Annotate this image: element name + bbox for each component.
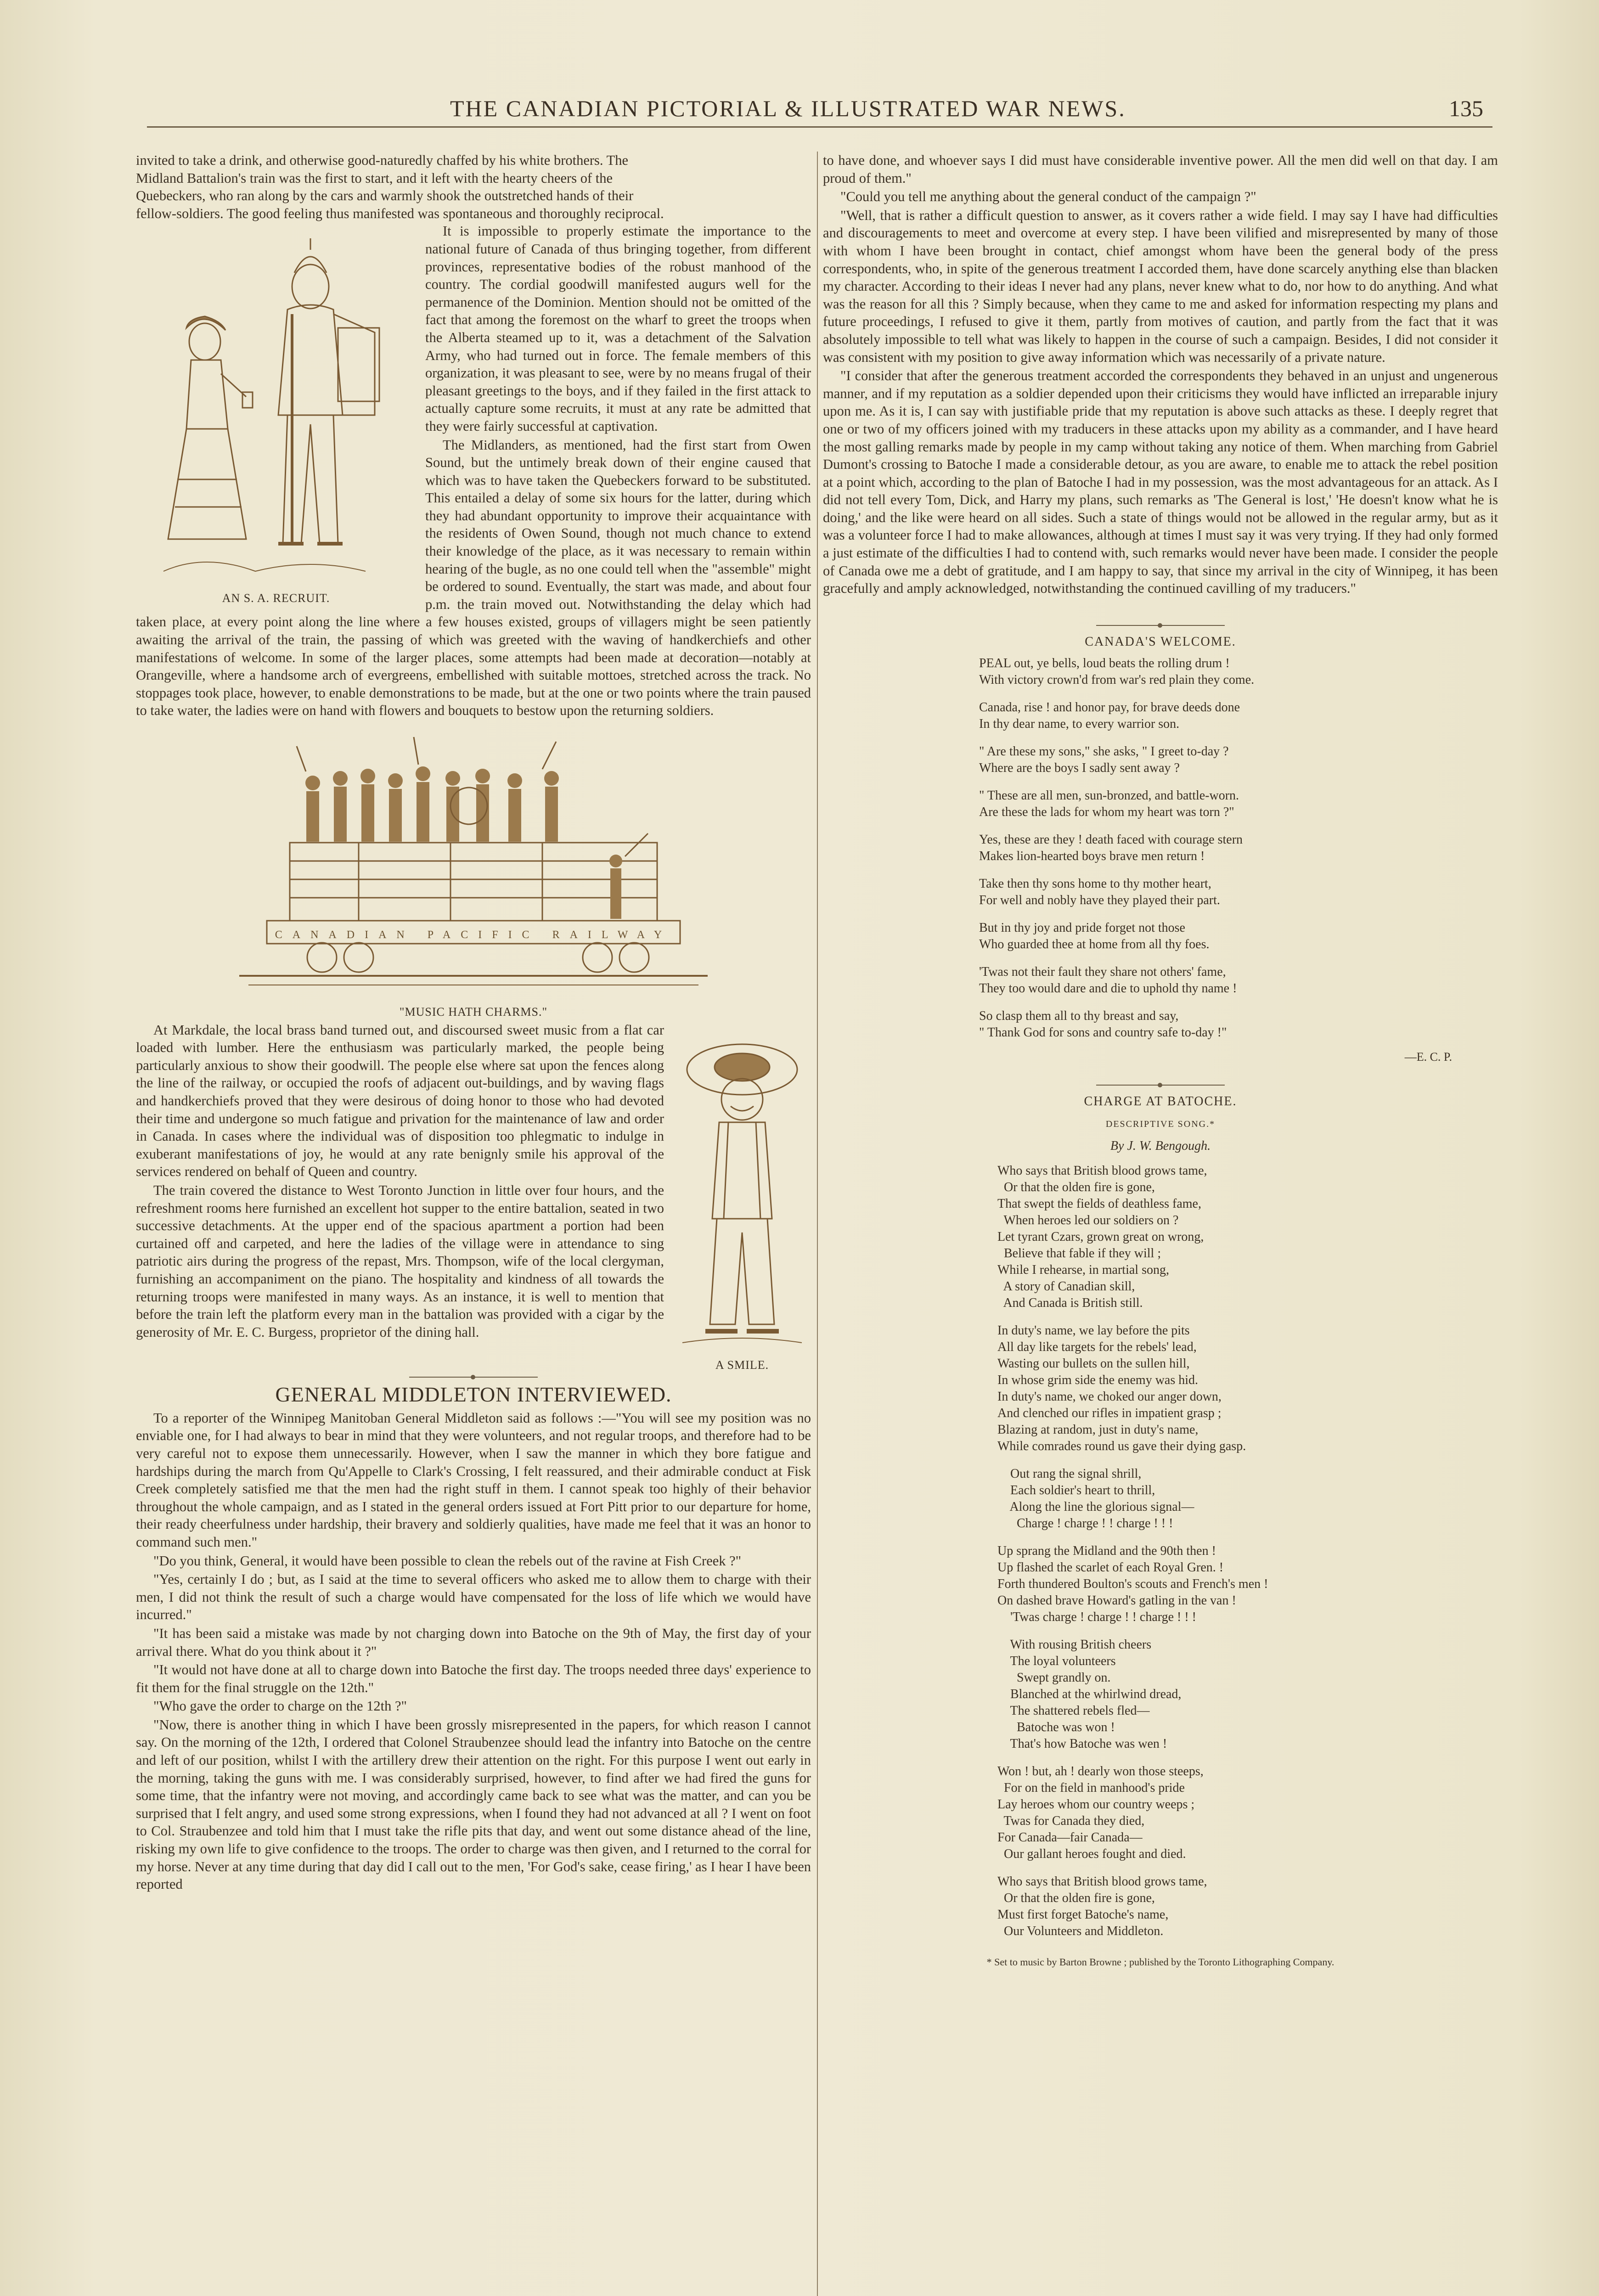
page-header bbox=[147, 94, 1492, 128]
poem-line: While comrades round us gave their dying gasp. bbox=[997, 1439, 1246, 1453]
poem-line: A story of Canadian skill, bbox=[997, 1279, 1135, 1294]
masthead-title: THE CANADIAN PICTORIAL & ILLUSTRATED WAR NEWS. bbox=[450, 96, 1126, 121]
poem-line: Are these the lads for whom my heart was torn ?" bbox=[979, 805, 1234, 820]
poem-stanza bbox=[979, 920, 1392, 953]
poem-line: 'Twas charge ! charge ! ! charge ! ! ! bbox=[997, 1609, 1196, 1624]
interview-paragraph: "It has been said a mistake was made by not charging down into Batoche on the 9th of May, the first day of your arrival there. What do you think about it ?" bbox=[136, 1625, 811, 1659]
poem-stanza bbox=[997, 1466, 1392, 1532]
interview-paragraph: "Do you think, General, it would have been possible to clean the rebels out of the ravine at Fish Creek ?" bbox=[153, 1553, 742, 1569]
poem-line: Take then thy sons home to thy mother heart, bbox=[979, 877, 1211, 891]
poem-stanza bbox=[979, 1008, 1392, 1041]
poem-line: While I rehearse, in martial song, bbox=[997, 1262, 1169, 1277]
poem-line: Let tyrant Czars, grown great on wrong, bbox=[997, 1229, 1204, 1244]
poem-line: Up sprang the Midland and the 90th then ! bbox=[997, 1543, 1216, 1558]
poem-line: That's how Batoche was wen ! bbox=[997, 1736, 1167, 1751]
poem-line: Blanched at the whirlwind dread, bbox=[997, 1687, 1182, 1701]
poem-line: In duty's name, we choked our anger down, bbox=[997, 1389, 1222, 1404]
section-ornament bbox=[1096, 1085, 1225, 1086]
poem-line: Who guarded thee at home from all thy foes. bbox=[979, 937, 1210, 952]
interview-continued: "I consider that after the generous treatment accorded the correspondents they behaved in an unjust and ungenerous manner, and if my reputation as a soldier depended upon their criticisms they would have inflicted an irreparable injury upon me. As it is, I can say with justifiable pride that my reputation is above such attacks as these. I deeply regret that one or two of my officers joined with my traducers in these attacks upon my ability as a commander, and I have heard the most galling remarks made by people in my camp without taking any notice of them. When marching from Gabriel Dumont's crossing to Batoche I made a considerable detour, as you are aware, to enable me to attack the rebel position at a point which, according to the plan of Batoche I had in my possession, was the most advantageous for an attack. As I did not tell every Tom, Dick, and Harry my plans, such remarks as 'The General is lost,' 'He doesn't know what he is doing,' and the like were heard on all sides. Such a state of things would not be allowed in the regular army, but as it was a volunteer force I had to make allowances, although at times I must say it was very trying. If they had only formed a just estimate of the difficulties I had to contend with, such remarks would never have been made. I consider the people of Canada owe me a debt of gratitude, and I am happy to say, that since my arrival in the city of Winnipeg, it has been gracefully and amply acknowledged, notwithstanding the continued cavilling of my traducers." bbox=[823, 368, 1498, 597]
interview-continued: to have done, and whoever says I did must have considerable inventive power. All the men did well on that day. I am proud of them." bbox=[823, 152, 1498, 186]
poem-line: Believe that fable if they will ; bbox=[997, 1246, 1161, 1261]
intro-line: invited to take a drink, and otherwise good-naturedly chaffed by his white brothers. The bbox=[136, 152, 629, 168]
interview-continued: "Could you tell me anything about the general conduct of the campaign ?" bbox=[840, 189, 1256, 205]
poem-line: Must first forget Batoche's name, bbox=[997, 1907, 1169, 1922]
poem-stanza bbox=[979, 788, 1392, 821]
poem-line: But in thy joy and pride forget not those bbox=[979, 921, 1185, 935]
poem-line: Forth thundered Boulton's scouts and French's men ! bbox=[997, 1576, 1268, 1591]
poem-line: Makes lion-hearted boys brave men return ! bbox=[979, 849, 1205, 864]
poem-line: Or that the olden fire is gone, bbox=[997, 1180, 1155, 1194]
poem-line: Yes, these are they ! death faced with courage stern bbox=[979, 833, 1243, 847]
figure-recruit bbox=[136, 222, 416, 608]
poem-author: By J. W. Bengough. bbox=[1110, 1139, 1211, 1154]
poem-line: For Canada—fair Canada— bbox=[997, 1830, 1143, 1845]
poem-subtitle: DESCRIPTIVE SONG.* bbox=[1105, 1119, 1216, 1129]
poem-signature: —E. C. P. bbox=[1404, 1050, 1452, 1064]
poem-line: Canada, rise ! and honor pay, for brave deeds done bbox=[979, 700, 1240, 715]
column-divider bbox=[817, 152, 818, 2296]
poem-line: Who says that British blood grows tame, bbox=[997, 1163, 1207, 1178]
poem-line: In duty's name, we lay before the pits bbox=[997, 1323, 1190, 1338]
poem-line: Our gallant heroes fought and died. bbox=[997, 1846, 1186, 1861]
poem-line: The shattered rebels fled— bbox=[997, 1703, 1150, 1718]
poem-stanza bbox=[979, 699, 1392, 732]
paragraph: It is impossible to properly estimate the importance to the national future of Canada of thus bringing together, from different provinces, representative bodies of the robust manhood of the country. The cordial goodwill manifested augurs well for the permanence of the Dominion. Mention should not be omitted of the fact that among the foremost on the wharf to greet the troops when the Alberta steamed up to it, was a detachment of the Salvation Army, who had turned out in force. The female members of this organization, it was pleasant to see, were by no means frugal of their pleasant greetings to the boys, and if they failed in the first attack to actually capture some recruits, it must at any rate be admitted that they were fairly successful at captivation. bbox=[425, 223, 811, 434]
poem-line: With rousing British cheers bbox=[997, 1637, 1152, 1652]
caption-smile: A SMILE. bbox=[715, 1358, 769, 1372]
poem-stanza bbox=[979, 964, 1392, 997]
intro-lines bbox=[136, 152, 811, 222]
poem-line: Twas for Canada they died, bbox=[997, 1813, 1145, 1828]
poem-charge-at-batoche bbox=[997, 1163, 1392, 1940]
right-column bbox=[823, 152, 1498, 1971]
page-number: 135 bbox=[1449, 96, 1483, 121]
left-column bbox=[136, 152, 811, 1894]
interview-paragraph: To a reporter of the Winnipeg Manitoban General Middleton said as follows :—"You will see my position was no enviable one, for I had always to bear in mind that they were volunteers, and not regular troops, and therefore had to be very careful not to expose them unnecessarily. However, when I saw the manner in which they bore fatigue and hardships during the march from Qu'Appelle to Clark's Crossing, I felt reassured, and their admirable conduct at Fisk Creek completely satisfied me that the men had the right stuff in them. I cannot speak too highly of their behavior throughout the whole campaign, and as I stated in the general orders issued at Fort Pitt prior to our departure for home, their ready cheerfulness under hardship, their bravery and soldierly qualities, have made me feel that it was an honor to command such men." bbox=[136, 1410, 811, 1550]
poem-line: " These are all men, sun-bronzed, and battle-worn. bbox=[979, 788, 1239, 803]
poem-line: Lay heroes whom our country weeps ; bbox=[997, 1797, 1195, 1812]
poem-stanza bbox=[997, 1637, 1392, 1752]
poem-line: " Are these my sons," she asks, " I greet to-day ? bbox=[979, 744, 1229, 759]
paragraph: At Markdale, the local brass band turned out, and discoursed sweet music from a flat car loaded with lumber. Here the enthusiasm was particularly marked, the people being particularly anxious to show their goodwill. The people else where sat upon the fences along the line of the railway, or occupied the roofs of adjacent out-buildings, and by waving flags and handkerchiefs proved that they were desirous of doing honor to those who had devoted their time and undergone so much fatigue and privation for the maintenance of law and order in Canada. In cases where the individual was of disposition too phlegmatic to indulge in exuberant manifestations of joy, he would at any rate benignly smile his approval of the services rendered on behalf of Queen and country. bbox=[136, 1022, 664, 1180]
poem-line: " Thank God for sons and country safe to-day !" bbox=[979, 1025, 1227, 1040]
poem-title-welcome: CANADA'S WELCOME. bbox=[1085, 634, 1236, 649]
poem-stanza bbox=[997, 1874, 1392, 1940]
poem-title-batoche: CHARGE AT BATOCHE. bbox=[1084, 1094, 1237, 1109]
caption-recruit: AN S. A. RECRUIT. bbox=[222, 591, 330, 605]
poem-line: In whose grim side the enemy was hid. bbox=[997, 1373, 1199, 1387]
poem-line: Up flashed the scarlet of each Royal Gren. ! bbox=[997, 1560, 1224, 1575]
interview-paragraph: "Now, there is another thing in which I have been grossly misrepresented in the papers, for which reason I cannot say. On the morning of the 12th, I ordered that Colonel Straubenzee should lead the infantry into Batoche on the centre and left of our position, whilst I with the artillery drew their attention on the right. For this purpose I went out early in the morning, taking the guns with me. I was considerably surprised, however, to find after we had fired the guns for some time, that the infantry were not moving, and accordingly came back to see what was the matter, and can you be surprised that I felt angry, and used some strong expressions, when I found they had not advanced at all ? I went on foot to Col. Straubenzee and told him that I must take the rifle pits that day, and went out some distance ahead of the line, risking my own life to give confidence to the troops. The order to charge was then given, and I returned to the corral for my horse. Never at any time during that day did I call out to the men, 'For God's sake, cease firing,' as I hear I have been reported bbox=[136, 1716, 811, 1892]
poem-stanza bbox=[997, 1163, 1392, 1311]
poem-line: Out rang the signal shrill, bbox=[997, 1466, 1142, 1481]
poem-line: Our Volunteers and Middleton. bbox=[997, 1924, 1164, 1938]
poem-stanza bbox=[979, 743, 1392, 777]
poem-stanza bbox=[997, 1322, 1392, 1455]
poem-line: With victory crown'd from war's red plain they come. bbox=[979, 673, 1255, 687]
poem-line: And Canada is British still. bbox=[997, 1295, 1143, 1310]
poem-line: Wasting our bullets on the sullen hill, bbox=[997, 1356, 1190, 1371]
poem-line: So clasp them all to thy breast and say, bbox=[979, 1009, 1179, 1024]
poem-line: For well and nobly have they played their part. bbox=[979, 893, 1220, 908]
section-ornament bbox=[409, 1377, 538, 1378]
poem-stanza bbox=[979, 832, 1392, 865]
poem-line: That swept the fields of deathless fame, bbox=[997, 1196, 1201, 1211]
poem-line: Blazing at random, just in duty's name, bbox=[997, 1422, 1199, 1437]
intro-line: fellow-soldiers. The good feeling thus manifested was spontaneous and thoroughly reciprocal. bbox=[136, 205, 664, 221]
poem-stanza bbox=[997, 1543, 1392, 1626]
poem-line: Swept grandly on. bbox=[997, 1670, 1111, 1685]
poem-line: All day like targets for the rebels' lead, bbox=[997, 1339, 1197, 1354]
interview-paragraph: "Who gave the order to charge on the 12th ?" bbox=[153, 1698, 407, 1714]
poem-stanza bbox=[979, 655, 1392, 688]
poem-line: Who says that British blood grows tame, bbox=[997, 1874, 1207, 1889]
poem-line: Or that the olden fire is gone, bbox=[997, 1891, 1155, 1905]
poem-line: The loyal volunteers bbox=[997, 1654, 1116, 1668]
poem-line: Each soldier's heart to thrill, bbox=[997, 1483, 1155, 1497]
poem-line: Where are the boys I sadly sent away ? bbox=[979, 761, 1180, 776]
caption-music: "MUSIC HATH CHARMS." bbox=[399, 1005, 548, 1019]
footnote: * Set to music by Barton Browne ; published by the Toronto Lithographing Company. bbox=[986, 1956, 1334, 1968]
paragraph: The train covered the distance to West Toronto Junction in little over four hours, and the refreshment rooms here furnished an excellent hot supper to the entire battalion, seated in two successive detachments. At the upper end of the spacious apartment a portion had been curtained off and carpeted, and here the ladies of the village were in attendance to sing patriotic airs during the progress of the repast, Mrs. Thompson, wife of the local clergyman, furnishing an accompaniment on the piano. The hospitality and kindness of all towards the returning troops were manifested in many ways. As an instance, it is well to mention that before the train left the platform every man in the battalion was provided with a cigar by the generosity of Mr. E. C. Burgess, proprietor of the dining hall. bbox=[136, 1182, 664, 1340]
paragraph: The Midlanders, as mentioned, had the first start from Owen Sound, but the untimely break down of their engine caused that which was to have taken the Quebeckers forward to be substituted. This entailed a delay of some six hours for the latter, during which they had abundant opportunity to improve their acquaintance with the residents of Owen Sound, though not much chance to extend their knowledge of the place, as it was necessary to remain within hearing of the bugle, as no one could tell when the "assemble" might be ordered to sound. Eventually, the start was made, and about four p.m. the train moved out. Notwithstanding the delay which had taken place, at every point along the line where a few houses existed, groups of villagers might be seen patiently awaiting the arrival of the train, the passing of which was greeted with the waving of handkerchiefs and other manifestations of welcome. In some of the larger places, some attempts had been made at decoration—notably at Orangeville, where a handsome arch of evergreens, embellished with suitable mottoes, stretched across the track. No stoppages took place, however, to enable demonstrations to be made, but at the one or two points where the train paused to take water, the ladies were on hand with flowers and bouquets to bestow upon the returning soldiers. bbox=[136, 437, 811, 719]
poem-line: PEAL out, ye bells, loud beats the rolling drum ! bbox=[979, 656, 1230, 671]
interview-continued: "Well, that is rather a difficult question to answer, as it covers rather a wide field. I may say I have had difficulties and discouragements to meet and overcome at every step. I have been vilified and misrepresented by many of those with whom I have been brought in contact, chief amongst whom have been the general body of the press correspondents, who, in spite of the generous treatment I accorded them, have done scarcely anything else than blacken my character. According to their ideas I never had any plans, never knew what to do, nor how to do anything. And what was the reason for all this ? Simply because, when they came to me and asked for information respecting my plans and future proceedings, I refused to give it them, partly from motives of caution, and partly from the fact that it was absolutely impossible to tell what was likely to happen in the course of such a campaign. Besides, I did not consider it was consistent with my position to give away information which was necessarily of a private nature. bbox=[823, 207, 1498, 365]
smile-illustration bbox=[673, 1026, 811, 1356]
poem-line: When heroes led our soldiers on ? bbox=[997, 1213, 1179, 1227]
poem-line: Won ! but, ah ! dearly won those steeps, bbox=[997, 1764, 1204, 1778]
heading-general-middleton: GENERAL MIDDLETON INTERVIEWED. bbox=[275, 1383, 672, 1407]
poem-stanza bbox=[979, 876, 1392, 909]
intro-line: Midland Battalion's train was the first to start, and it left with the hearty cheers of the bbox=[136, 170, 613, 186]
figure-smile bbox=[673, 1026, 811, 1374]
intro-line: Quebeckers, who ran along by the cars and warmly shook the outstretched hands of their bbox=[136, 188, 634, 204]
railcar-band-illustration bbox=[221, 728, 726, 1003]
section-ornament bbox=[1096, 625, 1225, 626]
interview-paragraph: "It would not have done at all to charge down into Batoche the first day. The troops needed three days' experience to fit them for the final struggle on the 12th." bbox=[136, 1662, 811, 1695]
poem-line: 'Twas not their fault they share not others' fame, bbox=[979, 965, 1226, 979]
poem-stanza bbox=[997, 1763, 1392, 1863]
poem-line: For on the field in manhood's pride bbox=[997, 1780, 1185, 1795]
poem-line: Charge ! charge ! ! charge ! ! ! bbox=[997, 1516, 1173, 1531]
poem-line: In thy dear name, to every warrior son. bbox=[979, 717, 1180, 732]
recruit-illustration bbox=[136, 222, 416, 590]
railcar-lettering: CANADIAN PACIFIC RAILWAY bbox=[275, 929, 672, 941]
poem-line: They too would dare and die to uphold thy name ! bbox=[979, 981, 1237, 996]
poem-line: On dashed brave Howard's gatling in the van ! bbox=[997, 1593, 1236, 1608]
poem-line: Batoche was won ! bbox=[997, 1720, 1115, 1734]
figure-music bbox=[221, 728, 726, 1021]
poem-line: Along the line the glorious signal— bbox=[997, 1499, 1194, 1514]
poem-canadas-welcome bbox=[979, 655, 1392, 1041]
poem-line: And clenched our rifles in impatient grasp ; bbox=[997, 1406, 1222, 1420]
interview-paragraph: "Yes, certainly I do ; but, as I said at the time to several officers who asked me to allow them to charge with their men, I did not think the result of such a charge would have compensated for the loss of life which we would have incurred." bbox=[136, 1571, 811, 1623]
